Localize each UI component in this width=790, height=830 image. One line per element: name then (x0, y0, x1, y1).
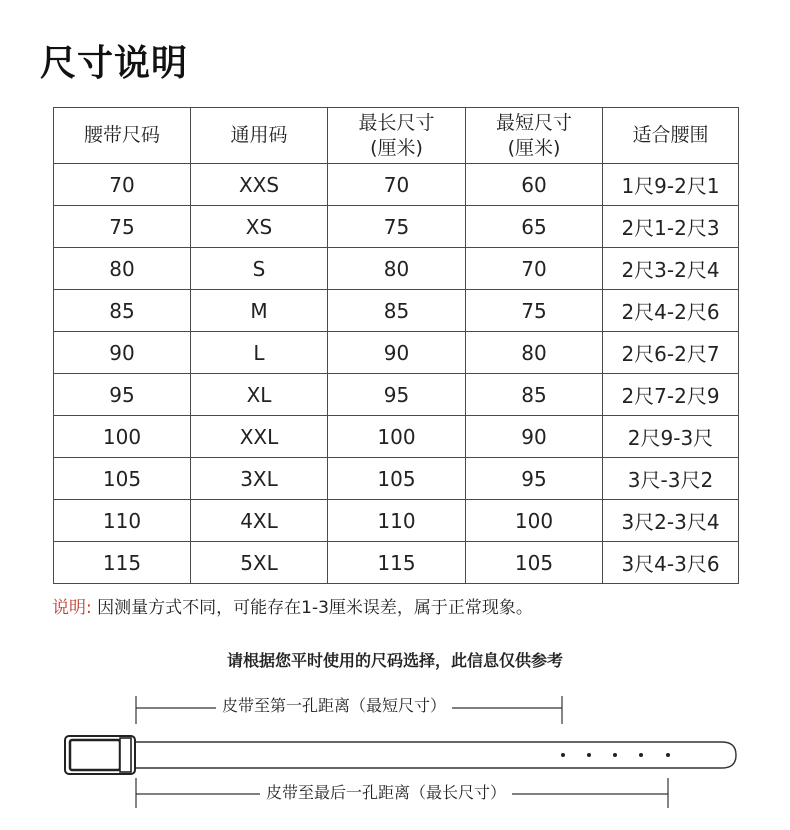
cell-belt-size: 70 (54, 164, 191, 206)
header-max-length (328, 108, 466, 164)
cell-belt-size: 95 (54, 374, 191, 416)
belt-hole (587, 753, 591, 757)
cell-waist-fit: 2尺3-2尺4 (603, 248, 739, 290)
cell-general-size: XL (191, 374, 328, 416)
cell-min-length: 105 (466, 542, 603, 584)
table-row (54, 416, 739, 458)
cell-waist-fit: 2尺1-2尺3 (603, 206, 739, 248)
cell-belt-size: 105 (54, 458, 191, 500)
table-row (54, 332, 739, 374)
header-belt-size (54, 108, 191, 164)
header-unit: (厘米) (370, 136, 423, 159)
cell-max-length: 90 (328, 332, 466, 374)
table-row (54, 248, 739, 290)
cell-max-length: 105 (328, 458, 466, 500)
cell-min-length: 60 (466, 164, 603, 206)
note-label: 说明: (52, 598, 92, 618)
belt-hole (666, 753, 670, 757)
cell-max-length: 75 (328, 206, 466, 248)
cell-general-size: XS (191, 206, 328, 248)
cell-max-length: 85 (328, 290, 466, 332)
cell-general-size: L (191, 332, 328, 374)
table-row (54, 290, 739, 332)
cell-belt-size: 90 (54, 332, 191, 374)
cell-min-length: 90 (466, 416, 603, 458)
cell-max-length: 70 (328, 164, 466, 206)
cell-general-size: 3XL (191, 458, 328, 500)
cell-belt-size: 75 (54, 206, 191, 248)
longest-length-label: 皮带至最后一孔距离（最长尺寸） (260, 783, 512, 803)
cell-max-length: 115 (328, 542, 466, 584)
cell-general-size: XXL (191, 416, 328, 458)
cell-min-length: 65 (466, 206, 603, 248)
belt-hole (639, 753, 643, 757)
table-header-row (54, 108, 739, 164)
cell-belt-size: 80 (54, 248, 191, 290)
cell-general-size: M (191, 290, 328, 332)
cell-waist-fit: 2尺9-3尺 (603, 416, 739, 458)
header-text: 通用码 (230, 124, 288, 146)
cell-max-length: 95 (328, 374, 466, 416)
table-row (54, 500, 739, 542)
header-general-size (191, 108, 328, 164)
size-instruction: 请根据您平时使用的尺码选择，此信息仅供参考 (226, 651, 563, 670)
table-row (54, 206, 739, 248)
header-text: 最长尺寸 (358, 111, 435, 134)
size-chart-table (53, 107, 739, 584)
cell-waist-fit: 2尺4-2尺6 (603, 290, 739, 332)
cell-min-length: 85 (466, 374, 603, 416)
buckle-icon (65, 736, 135, 774)
table-row (54, 542, 739, 584)
cell-general-size: 4XL (191, 500, 328, 542)
table-row (54, 458, 739, 500)
cell-min-length: 95 (466, 458, 603, 500)
belt-hole (613, 753, 617, 757)
cell-waist-fit: 3尺-3尺2 (603, 458, 739, 500)
belt-strap (120, 742, 736, 768)
cell-belt-size: 100 (54, 416, 191, 458)
cell-general-size: S (191, 248, 328, 290)
header-unit: (厘米) (507, 136, 561, 159)
cell-belt-size: 115 (54, 542, 191, 584)
shortest-length-label: 皮带至第一孔距离（最短尺寸） (216, 696, 452, 716)
measurement-note (52, 593, 533, 618)
cell-min-length: 80 (466, 332, 603, 374)
cell-waist-fit: 2尺6-2尺7 (603, 332, 739, 374)
cell-waist-fit: 3尺4-3尺6 (603, 542, 739, 584)
table-row (54, 164, 739, 206)
cell-waist-fit: 1尺9-2尺1 (603, 164, 739, 206)
cell-general-size: 5XL (191, 542, 328, 584)
header-text: 腰带尺码 (83, 124, 160, 146)
header-text: 适合腰围 (632, 124, 709, 146)
note-text: 因测量方式不同，可能存在1-3厘米误差，属于正常现象。 (91, 598, 533, 618)
cell-belt-size: 85 (54, 290, 191, 332)
cell-max-length: 110 (328, 500, 466, 542)
page-title: 尺寸说明 (40, 43, 189, 84)
belt-hole (561, 753, 565, 757)
cell-belt-size: 110 (54, 500, 191, 542)
cell-waist-fit: 3尺2-3尺4 (603, 500, 739, 542)
cell-min-length: 70 (466, 248, 603, 290)
header-text: 最短尺寸 (495, 111, 572, 134)
cell-max-length: 100 (328, 416, 466, 458)
cell-waist-fit: 2尺7-2尺9 (603, 374, 739, 416)
cell-general-size: XXS (191, 164, 328, 206)
table-row (54, 374, 739, 416)
cell-max-length: 80 (328, 248, 466, 290)
cell-min-length: 100 (466, 500, 603, 542)
header-min-length (466, 108, 603, 164)
header-waist-fit (603, 108, 739, 164)
cell-min-length: 75 (466, 290, 603, 332)
